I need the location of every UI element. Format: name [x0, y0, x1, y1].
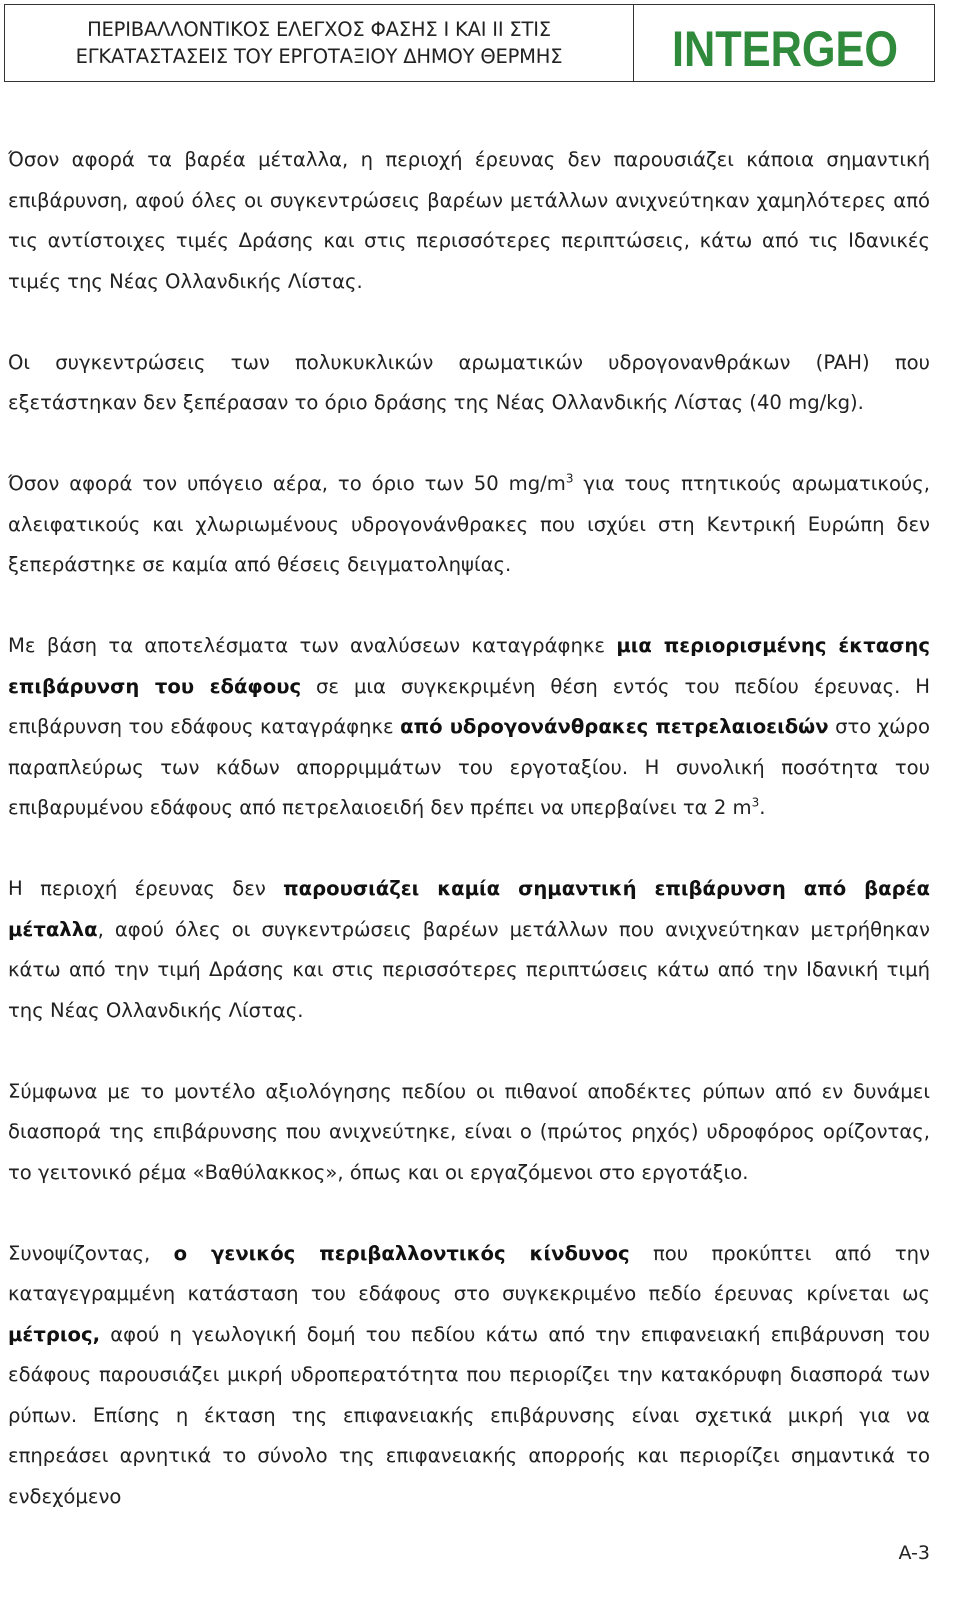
- text-run: , αφού όλες οι συγκεντρώσεις βαρέων μετάλλων που ανιχνεύτηκαν μετρήθηκαν κάτω από την τιμή Δράσης και στις περισσότερες περιπτώσεις κάτω από την Ιδανική τιμή της Νέας Ολλανδικής Λίστας.: [8, 917, 930, 1022]
- intergeo-logo: [634, 5, 934, 81]
- paragraph-heavy-metals: Όσον αφορά τα βαρέα μέταλλα, η περιοχή έρευνας δεν παρουσιάζει κάποια σημαντική επιβάρυνση, αφού όλες οι συγκεντρώσεις βαρέων μετάλλων ανιχνεύτηκαν χαμηλότερες από τις αντίστοιχες τιμές Δράσης και στις περισσότερες περιπτώσεις, κάτω από τις Ιδανικές τιμές της Νέας Ολλανδικής Λίστας.: [8, 148, 930, 293]
- paragraph-analysis-results: [8, 626, 930, 829]
- paragraph-pah: Οι συγκεντρώσεις των πολυκυκλικών αρωματικών υδρογονανθράκων (PAH) που εξετάστηκαν δεν ξεπέρασαν το όριο δράσης της Νέας Ολλανδικής Λίστας (40 mg/kg).: [8, 350, 930, 414]
- text-run: .: [759, 796, 766, 819]
- bold-text: μέτριος,: [8, 1322, 101, 1346]
- document-header: [4, 4, 935, 82]
- superscript: 3: [751, 795, 760, 810]
- page-number: A-3: [898, 1542, 930, 1564]
- bold-text: μια περιορισμένης έκτασης επιβάρυνση του εδάφους: [8, 634, 930, 698]
- header-title-line2: ΕΓΚΑΤΑΣΤΑΣΕΙΣ ΤΟΥ ΕΡΓΟΤΑΞΙΟΥ ΔΗΜΟΥ ΘΕΡΜΗΣ: [75, 45, 563, 68]
- document-body: [8, 140, 930, 1558]
- paragraph-summary: [8, 1234, 930, 1518]
- text-run: που προκύπτει από την καταγεγραμμένη κατάσταση του εδάφους στο συγκεκριμένο πεδίο έρευνας κρίνεται ως: [8, 1241, 930, 1305]
- header-title-line1: ΠΕΡΙΒΑΛΛΟΝΤΙΚΟΣ ΕΛΕΓΧΟΣ ΦΑΣΗΣ Ι ΚΑΙ ΙΙ ΣΤΙΣ: [87, 18, 551, 41]
- text-run: Συνοψίζοντας,: [8, 1241, 174, 1265]
- text-run: Όσον αφορά τον υπόγειο αέρα, το όριο των 50 mg/m: [8, 472, 566, 495]
- paragraph-no-heavy-metals: [8, 869, 930, 1031]
- bold-text: παρουσιάζει καμία σημαντική επιβάρυνση από βαρέα μέταλλα: [8, 877, 930, 941]
- logo-wordmark: INTERGEO: [672, 21, 898, 77]
- bold-text: ο γενικός περιβαλλοντικός κίνδυνος: [173, 1241, 630, 1265]
- text-run: Η περιοχή έρευνας δεν: [8, 877, 284, 900]
- text-run: στο χώρο παραπλεύρως των κάδων απορριμμάτων του εργοταξίου. Η συνολική ποσότητα του επιβαρυμένου εδάφους από πετρελαιοειδή δεν πρέπει να υπερβαίνει τα 2 m: [8, 715, 930, 819]
- paragraph-soil-air: [8, 464, 930, 586]
- header-title: [5, 5, 634, 81]
- text-run: σε μια συγκεκριμένη θέση εντός του πεδίου έρευνας. Η επιβάρυνση του εδάφους καταγράφηκε: [8, 674, 930, 738]
- text-run: για τους πτητικούς αρωματικούς, αλειφατικούς και χλωριωμένους υδρογονάνθρακες που ισχύει στη Κεντρική Ευρώπη δεν ξεπεράστηκε σε καμία από θέσεις δειγματοληψίας.: [8, 472, 930, 576]
- text-run: Με βάση τα αποτελέσματα των αναλύσεων καταγράφηκε: [8, 634, 617, 657]
- text-run: αφού η γεωλογική δομή του πεδίου κάτω από την επιφανειακή επιβάρυνση του εδάφους παρουσιάζει μικρή υδροπερατότητα που περιορίζει την κατακόρυφη διασπορά των ρύπων. Επίσης η έκταση της επιφανειακής επιβάρυνσης είναι σχετικά μικρή για να επηρεάσει αρνητικά το σύνολο της επιφανειακής απορροής και περιορίζει σημαντικά το ενδεχόμενο: [8, 1322, 930, 1508]
- bold-text: από υδρογονάνθρακες πετρελαιοειδών: [400, 715, 829, 738]
- superscript: 3: [565, 471, 574, 486]
- paragraph-receptors: Σύμφωνα με το μοντέλο αξιολόγησης πεδίου οι πιθανοί αποδέκτες ρύπων από εν δυνάμει διασπορά της επιβάρυνσης που ανιχνεύτηκε, είναι ο (πρώτος ρηχός) υδροφόρος ορίζοντας, το γειτονικό ρέμα «Βαθύλακκος», όπως και οι εργαζόμενοι στο εργοτάξιο.: [8, 1079, 930, 1184]
- intergeo-logo-graphic: [664, 6, 904, 80]
